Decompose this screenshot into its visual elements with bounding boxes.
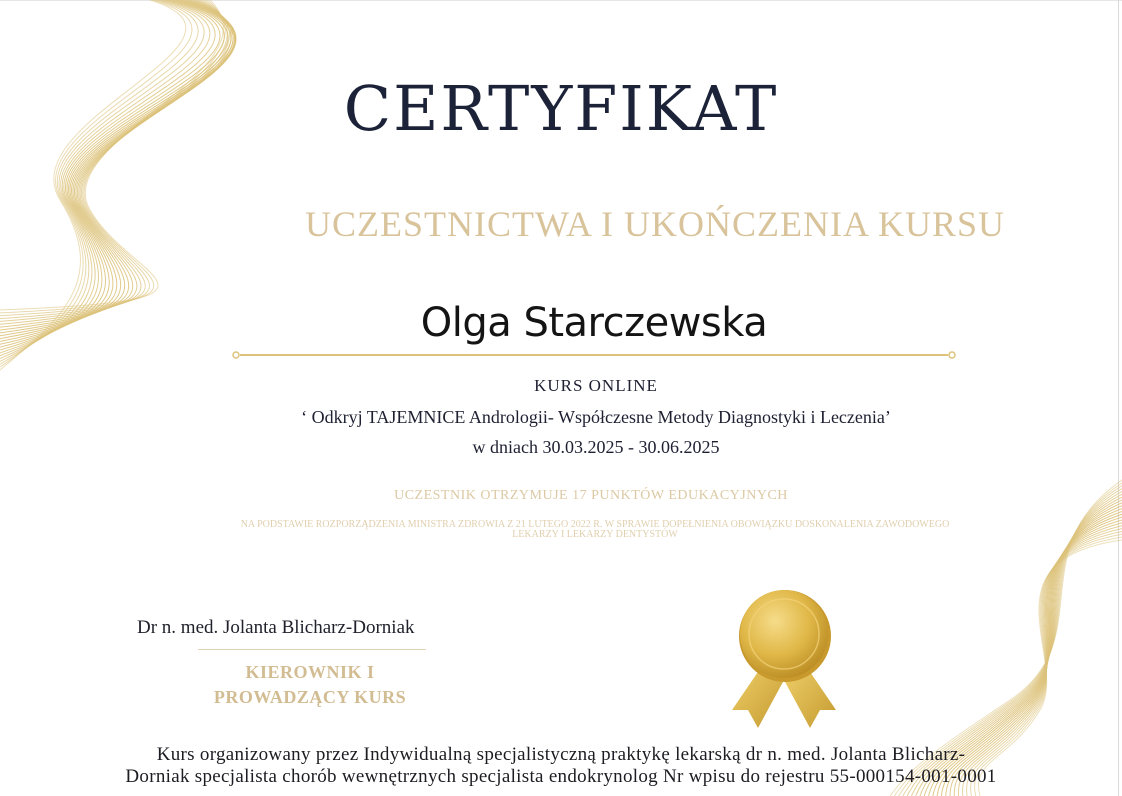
wave-line [0,0,235,327]
certificate-subtitle: UCZESTNICTWA I UKOŃCZENIA KURSU [305,204,1005,244]
wave-line [0,0,236,336]
points-statement: UCZESTNIK OTRZYMUJE 17 PUNKTÓW EDUKACYJNYCH [394,488,788,503]
course-dates: w dniach 30.03.2025 - 30.06.2025 [472,437,720,457]
wave-line [0,0,233,324]
wave-line [0,0,236,330]
legal-basis-line-2: LEKARZY I LEKARZY DENTYSTÓW [512,529,678,540]
gold-medal-icon [724,588,844,736]
wave-line [0,0,236,333]
wave-line [0,0,224,350]
signer-role-line-1: KIEROWNIK I [245,662,375,682]
signer-name: Dr n. med. Jolanta Blicharz-Dorniak [137,617,415,638]
certificate-title [0,72,1122,145]
footer-line-2: Dorniak specjalista chorób wewnętrznych specjalista endokrynolog Nr wpisu do rejestru 55-000154-001-0001 [125,766,997,787]
wave-line [0,0,233,341]
signature-line [198,649,426,650]
participant-name: Olga Starczewska [420,300,768,346]
name-underline [232,350,956,360]
wave-line [0,0,215,356]
wave-line [0,0,235,339]
signer-role-line-2: PROWADZĄCY KURS [213,687,407,707]
signer-role [190,660,430,710]
wave-line [0,0,186,370]
wave-line [0,0,204,361]
course-title: ‘ Odkryj TAJEMNICE Andrologii- Współczesne Metody Diagnostyki i Leczenia’ [301,407,891,427]
legal-basis [140,520,1050,540]
footer-line-1: Kurs organizowany przez Indywidualną specjalistyczną praktykę lekarską dr n. med. Jolanta Blicharz- [156,744,966,765]
organizer-footer [0,744,1122,788]
wave-line [0,0,231,321]
course-type: KURS ONLINE [534,376,658,395]
certificate-title-text: CERTYFIKAT [343,72,779,145]
legal-basis-line-1: NA PODSTAWIE ROZPORZĄDZENIA MINISTRA ZDROWIA Z 21 LUTEGO 2022 R. W SPRAWIE DOPEŁNIENIA OBOWIĄZKU DOSKONALENIA ZAWODOWEGO [240,519,950,530]
